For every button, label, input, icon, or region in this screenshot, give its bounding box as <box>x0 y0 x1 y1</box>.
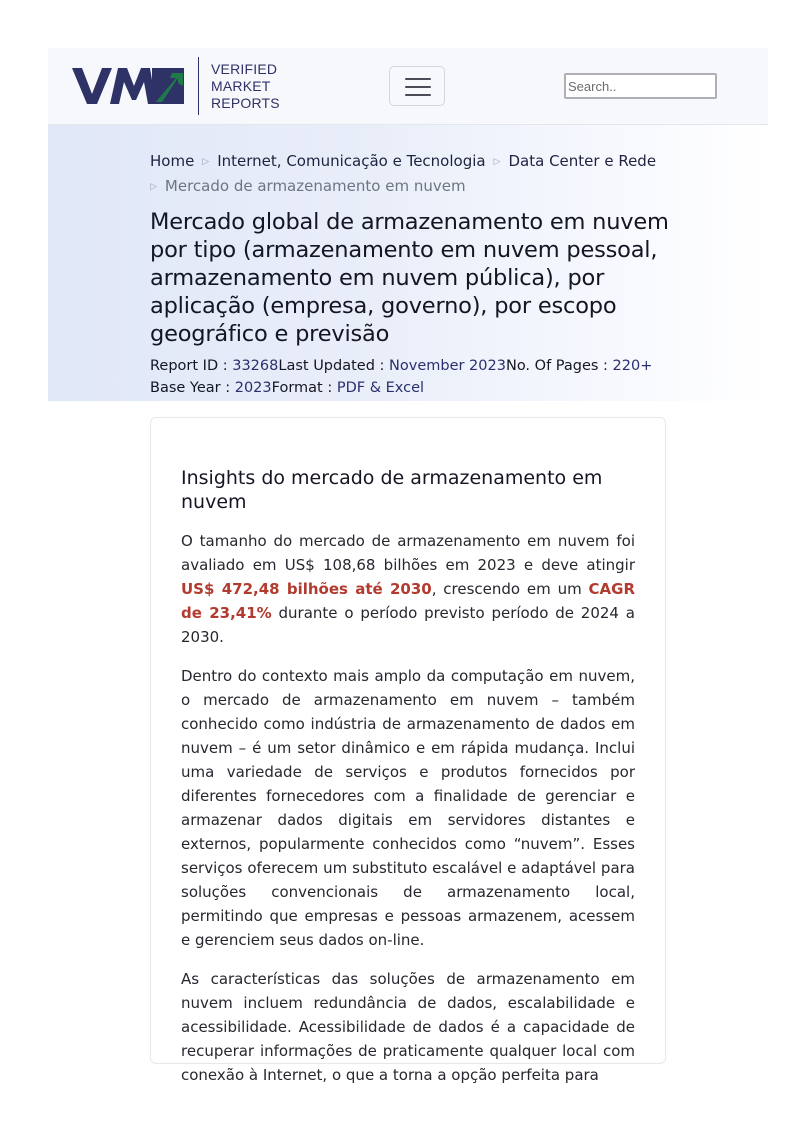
breadcrumb-category[interactable]: Internet, Comunicação e Tecnologia <box>217 152 486 170</box>
logo-word: MARKET <box>211 77 271 94</box>
base-year-value: 2023 <box>234 380 272 396</box>
format-value: PDF & Excel <box>336 380 425 396</box>
report-content-card <box>150 417 666 1084</box>
brand-logo[interactable] <box>72 56 280 116</box>
paragraph: As características das soluções de armazenamento em nuvem incluem redundância de dados, escalabilidade e acessibilidade. Acessibilidade de dados é a capacidade de recuperar informações de praticamente qualquer local com conexão à Internet, o que a torna a opção perfeita para <box>181 970 635 1084</box>
report-id-label: Report ID : <box>150 358 233 374</box>
pages-value: 220+ <box>612 358 653 374</box>
breadcrumb-subcategory[interactable]: Data Center e Rede <box>508 152 657 170</box>
report-id-value: 33268 <box>232 358 279 374</box>
report-hero <box>48 125 768 401</box>
paragraph-text: O tamanho do mercado de armazenamento em nuvem foi avaliado em US$ 108,68 bilhões em 2023 e deve atingir <box>181 532 635 574</box>
logo-divider <box>198 57 199 115</box>
paragraph <box>181 529 635 649</box>
last-updated-label: Last Updated : <box>278 358 390 374</box>
paragraph-text: , crescendo em um <box>431 580 589 598</box>
report-meta <box>150 355 690 399</box>
last-updated-value: November 2023 <box>389 358 506 374</box>
site-header <box>48 48 768 125</box>
chevron-right-icon: ▷ <box>150 182 157 192</box>
search-input[interactable] <box>564 73 717 99</box>
format-label: Format : <box>271 380 337 396</box>
chevron-right-icon: ▷ <box>493 157 501 167</box>
vmr-logo-icon <box>72 66 184 106</box>
breadcrumb <box>150 149 670 199</box>
logo-word: REPORTS <box>211 94 280 111</box>
base-year-label: Base Year : <box>150 380 235 396</box>
paragraph: Dentro do contexto mais amplo da computação em nuvem, o mercado de armazenamento em nuvem – também conhecido como indústria de armazenamento de dados em nuvem – é um setor dinâmico e em rápida mudança. Inclui uma variedade de serviços e produtos fornecidos por diferentes fornecedores com a finalidade de gerenciar e armazenar dados digitais em servidores distantes e externos, popularmente conhecidos como “nuvem”. Esses serviços oferecem um substituto escalável e adaptável para soluções convencionais de armazenamento local, permitindo que empresas e pessoas armazenem, acessem e gerenciem seus dados on-line. <box>181 667 635 949</box>
pages-label: No. Of Pages : <box>505 358 613 374</box>
logo-wordmark <box>211 61 280 112</box>
menu-toggle-button[interactable] <box>389 66 445 106</box>
paragraph-text: durante o período previsto período de 2024 a 2030. <box>181 604 635 646</box>
chevron-right-icon: ▷ <box>202 157 210 167</box>
highlight-cagr: CAGR de 23,41% <box>181 580 636 622</box>
highlight-market-value: US$ 472,48 bilhões até 2030 <box>181 580 432 598</box>
logo-word: VERIFIED <box>211 60 278 77</box>
breadcrumb-current: Mercado de armazenamento em nuvem <box>164 177 466 195</box>
page-title: Mercado global de armazenamento em nuvem por tipo (armazenamento em nuvem pessoal, armazenamento em nuvem pública), por aplicação (empresa, governo), por escopo geográfico e previsão <box>150 209 669 347</box>
section-heading: Insights do mercado de armazenamento em nuvem <box>181 467 603 513</box>
breadcrumb-home[interactable]: Home <box>150 152 195 170</box>
report-body <box>181 529 635 1102</box>
